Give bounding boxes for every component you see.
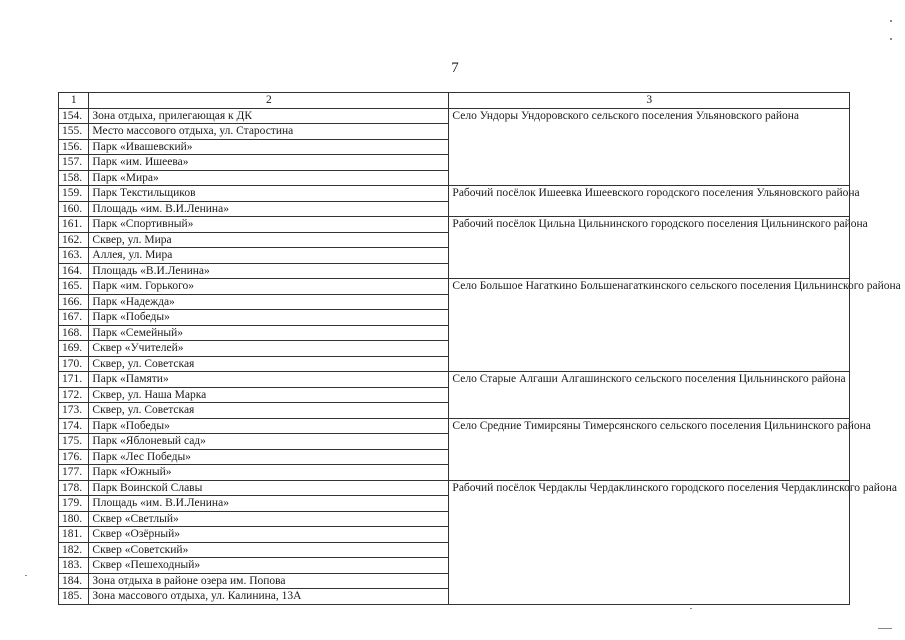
location-cell: Рабочий посёлок Ишеевка Ишеевского городского поселения Ульяновского района (449, 186, 850, 217)
header-col-3: 3 (449, 93, 850, 109)
object-name: Парк «Надежда» (89, 294, 449, 310)
object-name: Площадь «В.И.Ленина» (89, 263, 449, 279)
row-number: 176. (59, 449, 89, 465)
header-col-2: 2 (89, 93, 449, 109)
object-name: Сквер «Озёрный» (89, 527, 449, 543)
row-number: 171. (59, 372, 89, 388)
row-number: 180. (59, 511, 89, 527)
row-number: 168. (59, 325, 89, 341)
location-cell: Село Средние Тимирсяны Тимерсянского сельского поселения Цильнинского района (449, 418, 850, 480)
row-number: 177. (59, 465, 89, 481)
object-name: Парк «Победы» (89, 418, 449, 434)
row-number: 158. (59, 170, 89, 186)
scan-speck (878, 628, 892, 629)
objects-table (58, 92, 901, 605)
location-cell: Село Большое Нагаткино Большенагаткинского сельского поселения Цильнинского района (449, 279, 850, 372)
object-name: Парк «им. Ишеева» (89, 155, 449, 171)
row-number: 178. (59, 480, 89, 496)
row-number: 166. (59, 294, 89, 310)
row-number: 155. (59, 124, 89, 140)
location-cell: Рабочий посёлок Чердаклы Чердаклинского городского поселения Чердаклинского района (449, 480, 850, 604)
object-name: Парк «Победы» (89, 310, 449, 326)
object-name: Сквер, ул. Советская (89, 403, 449, 419)
scan-speck (25, 575, 27, 576)
header-col-1: 1 (59, 93, 89, 109)
object-name: Парк «им. Горького» (89, 279, 449, 295)
scan-speck (890, 20, 892, 22)
location-cell: Рабочий посёлок Цильна Цильнинского городского поселения Цильнинского района (449, 217, 850, 279)
row-number: 184. (59, 573, 89, 589)
object-name: Сквер «Советский» (89, 542, 449, 558)
row-number: 154. (59, 108, 89, 124)
object-name: Сквер, ул. Наша Марка (89, 387, 449, 403)
row-number: 162. (59, 232, 89, 248)
row-number: 170. (59, 356, 89, 372)
table-row (59, 108, 850, 124)
object-name: Место массового отдыха, ул. Старостина (89, 124, 449, 140)
row-number: 181. (59, 527, 89, 543)
row-number: 167. (59, 310, 89, 326)
row-number: 183. (59, 558, 89, 574)
row-number: 172. (59, 387, 89, 403)
row-number: 160. (59, 201, 89, 217)
object-name: Парк «Спортивный» (89, 217, 449, 233)
row-number: 165. (59, 279, 89, 295)
object-name: Парк «Ивашевский» (89, 139, 449, 155)
object-name: Парк «Памяти» (89, 372, 449, 388)
table-row (59, 372, 850, 388)
object-name: Аллея, ул. Мира (89, 248, 449, 264)
object-name: Сквер, ул. Мира (89, 232, 449, 248)
location-cell: Село Ундоры Ундоровского сельского поселения Ульяновского района (449, 108, 850, 186)
object-name: Парк «Лес Победы» (89, 449, 449, 465)
row-number: 161. (59, 217, 89, 233)
scan-speck (690, 608, 692, 609)
object-name: Сквер «Пешеходный» (89, 558, 449, 574)
table-row (59, 217, 850, 233)
object-name: Сквер «Учителей» (89, 341, 449, 357)
object-name: Парк «Яблоневый сад» (89, 434, 449, 450)
object-name: Парк «Мира» (89, 170, 449, 186)
table-row (59, 480, 850, 496)
page-number: 7 (451, 60, 459, 76)
scan-speck (890, 38, 892, 40)
object-name: Площадь «им. В.И.Ленина» (89, 496, 449, 512)
row-number: 159. (59, 186, 89, 202)
table-body (59, 108, 901, 604)
row-number: 157. (59, 155, 89, 171)
object-name: Парк «Южный» (89, 465, 449, 481)
table-row (59, 186, 850, 202)
row-number: 174. (59, 418, 89, 434)
object-name: Зона массового отдыха, ул. Калинина, 13А (89, 589, 449, 605)
object-name: Парк Текстильщиков (89, 186, 449, 202)
row-number: 169. (59, 341, 89, 357)
table-row (59, 279, 850, 295)
object-name: Парк «Семейный» (89, 325, 449, 341)
row-number: 163. (59, 248, 89, 264)
row-number: 173. (59, 403, 89, 419)
object-name: Площадь «им. В.И.Ленина» (89, 201, 449, 217)
object-name: Зона отдыха, прилегающая к ДК (89, 108, 449, 124)
table-row (59, 418, 850, 434)
object-name: Парк Воинской Славы (89, 480, 449, 496)
object-name: Сквер, ул. Советская (89, 356, 449, 372)
row-number: 164. (59, 263, 89, 279)
row-number: 185. (59, 589, 89, 605)
table-header-row (59, 93, 850, 109)
row-number: 156. (59, 139, 89, 155)
row-number: 179. (59, 496, 89, 512)
object-name: Сквер «Светлый» (89, 511, 449, 527)
location-cell: Село Старые Алгаши Алгашинского сельского поселения Цильнинского района (449, 372, 850, 419)
row-number: 175. (59, 434, 89, 450)
object-name: Зона отдыха в районе озера им. Попова (89, 573, 449, 589)
row-number: 182. (59, 542, 89, 558)
